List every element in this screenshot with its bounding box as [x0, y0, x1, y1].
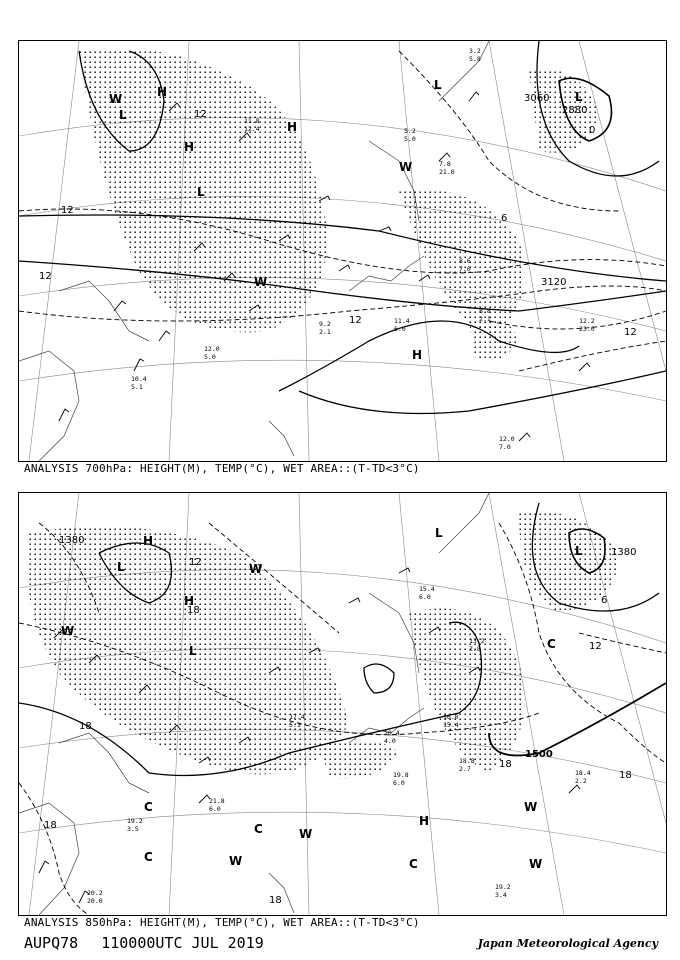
- obs-value: 2.7: [459, 765, 471, 773]
- low-center-label: L: [434, 78, 442, 92]
- map-850hpa: [18, 492, 667, 916]
- contour-label: 6: [501, 213, 508, 224]
- product-code: AUPQ78: [24, 934, 79, 952]
- high-center-label: H: [184, 594, 195, 608]
- low-center-label: L: [435, 526, 443, 540]
- map-700hpa: [18, 40, 667, 462]
- low-center-label: L: [189, 644, 197, 658]
- obs-value: 8.8: [479, 307, 491, 315]
- high-center-label: H: [287, 120, 298, 134]
- valid-time: 110000UTC JUL 2019: [101, 934, 264, 952]
- warm-center-label: W: [61, 624, 75, 638]
- footer-product-line: [24, 934, 278, 952]
- high-center-label: H: [143, 534, 154, 548]
- obs-value: 12.0: [499, 435, 515, 443]
- obs-value: 13.2: [469, 637, 485, 645]
- contour-label: 12: [624, 327, 637, 338]
- high-center-label: H: [419, 814, 430, 828]
- obs-value: 11.4: [394, 317, 410, 325]
- contour-label: 6: [601, 595, 608, 606]
- map-700hpa-canvas: [19, 41, 666, 461]
- obs-value: 2.1: [319, 328, 331, 336]
- obs-value: 12.2: [579, 317, 595, 325]
- cold-center-label: C: [254, 822, 263, 836]
- caption-850hpa: ANALYSIS 850hPa: HEIGHT(M), TEMP(°C), WET AREA::(T-TD<3°C): [24, 916, 420, 929]
- contour-label: 0: [589, 125, 596, 136]
- contour-label: 18: [269, 895, 282, 906]
- contour-label: 1380: [59, 535, 85, 546]
- low-center-label: L: [117, 560, 125, 574]
- obs-value: 3.2: [469, 47, 481, 55]
- obs-value: 5.0: [404, 135, 416, 143]
- obs-value: 6.0: [209, 805, 221, 813]
- warm-center-label: W: [524, 800, 538, 814]
- obs-value: 17.4: [289, 713, 305, 721]
- cold-center-label: C: [409, 857, 418, 871]
- contour-label: 2880: [562, 105, 588, 116]
- obs-value: 23.0: [579, 325, 595, 333]
- warm-center-label: W: [249, 562, 263, 576]
- obs-value: 20.4: [384, 729, 400, 737]
- cold-center-label: C: [547, 637, 556, 651]
- contour-label: 12: [39, 271, 52, 282]
- contour-label: 1380: [611, 547, 637, 558]
- obs-value: 15.4: [443, 721, 459, 729]
- obs-value: 6.0: [394, 325, 406, 333]
- low-center-label: L: [575, 544, 583, 558]
- obs-value: 20.2: [87, 889, 103, 897]
- contour-label: 3060: [524, 93, 550, 104]
- contour-label: 18: [499, 759, 512, 770]
- obs-value: 11.8: [244, 117, 260, 125]
- obs-value: 10.4: [131, 375, 147, 383]
- obs-value: 7.8: [439, 160, 451, 168]
- contour-label: 12: [194, 109, 207, 120]
- obs-value: 5.1: [289, 721, 301, 729]
- high-center-label: H: [412, 348, 423, 362]
- obs-value: 2.2: [575, 777, 587, 785]
- contour-label: 18: [44, 820, 57, 831]
- obs-value: 19.2: [495, 883, 511, 891]
- obs-value: 19.8: [393, 771, 409, 779]
- low-center-label: L: [575, 90, 583, 104]
- obs-value: 18.8: [459, 757, 475, 765]
- obs-value: 21.0: [439, 168, 455, 176]
- contour-label: 3120: [541, 277, 567, 288]
- agency-name: Japan Meteorological Agency: [477, 937, 658, 950]
- obs-value: 5.1: [131, 383, 143, 391]
- warm-center-label: W: [399, 160, 413, 174]
- warm-center-label: W: [529, 857, 543, 871]
- obs-value: 3.4: [495, 891, 507, 899]
- obs-value: 18.4: [575, 769, 591, 777]
- cold-center-label: C: [144, 800, 153, 814]
- obs-value: 15.4: [419, 585, 435, 593]
- high-center-label: H: [184, 140, 195, 154]
- obs-value: 7.0: [459, 265, 471, 273]
- obs-value: 3.5: [127, 825, 139, 833]
- obs-value: 19.2: [127, 817, 143, 825]
- low-center-label: L: [197, 185, 205, 199]
- obs-value: 9.2: [319, 320, 331, 328]
- obs-value: 7.0: [499, 443, 511, 451]
- contour-label: 18: [187, 605, 200, 616]
- map-850hpa-canvas: [19, 493, 666, 915]
- contour-label: 12: [189, 557, 202, 568]
- high-center-label: H: [157, 85, 168, 99]
- contour-label: 12: [589, 641, 602, 652]
- obs-value: 16.0: [443, 713, 459, 721]
- contour-label: 18: [79, 721, 92, 732]
- contour-label: 12: [349, 315, 362, 326]
- obs-value: 21.8: [209, 797, 225, 805]
- obs-value: 2.8: [469, 645, 481, 653]
- warm-center-label: W: [109, 92, 123, 106]
- warm-center-label: W: [229, 854, 243, 868]
- contour-label: 18: [619, 770, 632, 781]
- caption-700hpa: ANALYSIS 700hPa: HEIGHT(M), TEMP(°C), WET AREA::(T-TD<3°C): [24, 462, 420, 475]
- obs-value: 6.0: [419, 593, 431, 601]
- obs-value: 2.1: [479, 315, 491, 323]
- contour-label: 1500: [525, 749, 553, 760]
- warm-center-label: W: [299, 827, 313, 841]
- obs-value: 5.0: [204, 353, 216, 361]
- cold-center-label: C: [144, 850, 153, 864]
- obs-value: 12.0: [204, 345, 220, 353]
- obs-value: 4.0: [384, 737, 396, 745]
- obs-value: 12.4: [244, 125, 260, 133]
- wet-area-dots: [27, 511, 619, 778]
- warm-center-label: W: [254, 275, 268, 289]
- low-center-label: L: [119, 108, 127, 122]
- obs-value: 5.2: [404, 127, 416, 135]
- obs-value: 8.6: [459, 257, 471, 265]
- contour-label: 12: [61, 205, 74, 216]
- obs-value: 5.8: [469, 55, 481, 63]
- obs-value: 6.0: [393, 779, 405, 787]
- obs-value: 20.0: [87, 897, 103, 905]
